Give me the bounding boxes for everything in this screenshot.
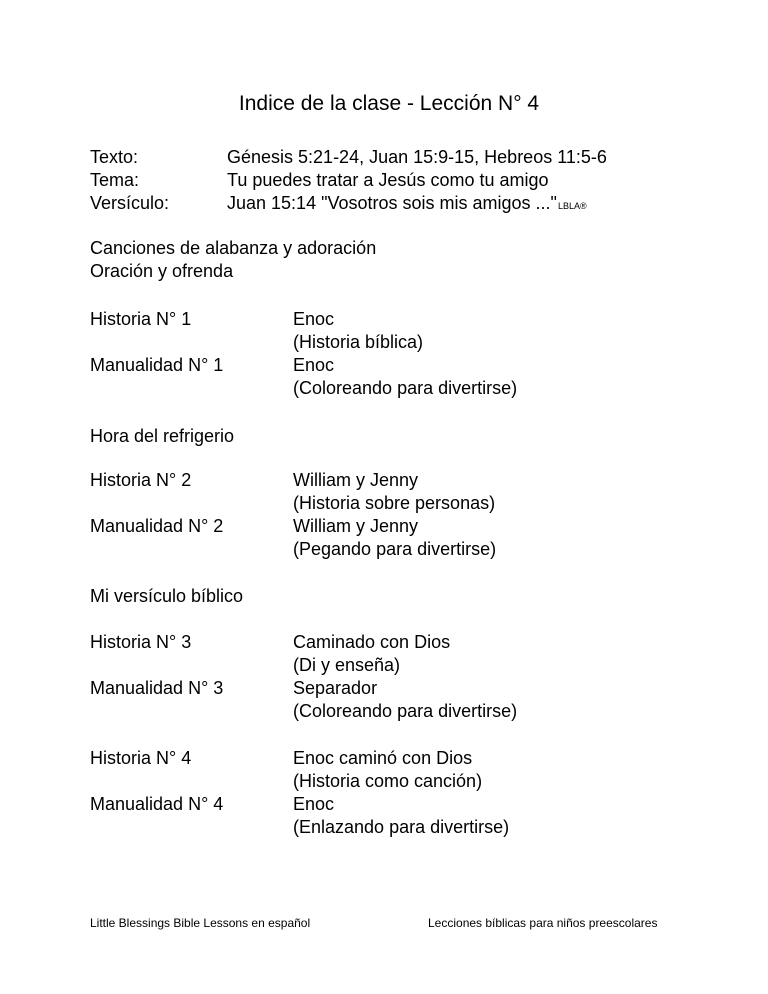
historia-label: Historia N° 4 [90,748,192,768]
manualidad-label: Manualidad N° 1 [90,355,224,375]
manualidad-title: Separador [293,678,378,698]
manualidad-type: (Enlazando para divertirse) [293,817,510,837]
historia-label: Historia N° 2 [90,470,192,490]
manualidad-label: Manualidad N° 2 [90,516,224,536]
manualidad-type: (Coloreando para divertirse) [293,378,518,398]
historia-title: Caminado con Dios [293,632,451,652]
versiculo-version: LBLA® [557,201,587,211]
historia-label: Historia N° 1 [90,309,192,329]
manualidad-title: Enoc [293,794,335,814]
manualidad-label: Manualidad N° 3 [90,678,224,698]
texto-value: Génesis 5:21-24, Juan 15:9-15, Hebreos 11:5-6 [227,147,607,167]
manualidad-type: (Coloreando para divertirse) [293,701,518,721]
manualidad-type: (Pegando para divertirse) [293,539,497,559]
manualidad-title: Enoc [293,355,335,375]
oracion-line: Oración y ofrenda [90,261,234,281]
versiculo-text: Juan 15:14 "Vosotros sois mis amigos ..." [227,193,557,213]
historia-type: (Historia como canción) [293,771,483,791]
historia-title: Enoc [293,309,335,329]
canciones-line: Canciones de alabanza y adoración [90,238,377,258]
page-title: Indice de la clase - Lección N° 4 [238,92,540,115]
historia-title: William y Jenny [293,470,419,490]
versiculo-value [227,192,587,218]
historia-type: (Historia sobre personas) [293,493,496,513]
historia-label: Historia N° 3 [90,632,192,652]
versiculo-biblico-line: Mi versículo bíblico [90,586,244,606]
manualidad-label: Manualidad N° 4 [90,794,224,814]
footer-left: Little Blessings Bible Lessons en español [90,916,311,930]
historia-type: (Di y enseña) [293,655,401,675]
historia-type: (Historia bíblica) [293,332,424,352]
texto-label: Texto: [90,147,139,167]
historia-title: Enoc caminó con Dios [293,748,473,768]
tema-label: Tema: [90,170,140,190]
manualidad-title: William y Jenny [293,516,419,536]
refrigerio-line: Hora del refrigerio [90,426,235,446]
footer-right: Lecciones bíblicas para niños preescolares [428,916,658,930]
versiculo-label: Versículo: [90,193,170,213]
tema-value: Tu puedes tratar a Jesús como tu amigo [227,170,549,190]
